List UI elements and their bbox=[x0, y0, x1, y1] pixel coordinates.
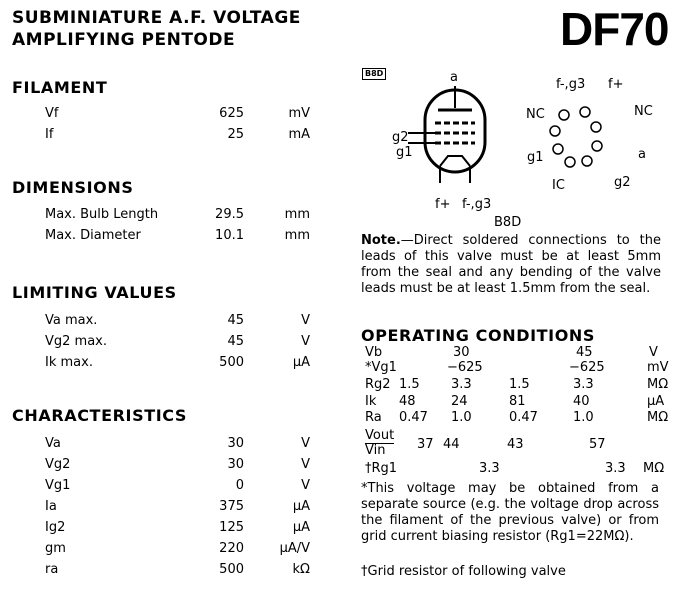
operating-row-label: *Vg1 bbox=[365, 360, 397, 375]
operating-cell: 1.5 bbox=[509, 377, 530, 392]
characteristics-row bbox=[0, 478, 312, 499]
operating-cell: MΩ bbox=[647, 377, 669, 392]
dimensions-row bbox=[0, 207, 312, 228]
limiting-row-unit: V bbox=[301, 313, 310, 328]
dimensions-row-unit: mm bbox=[284, 228, 310, 243]
pin-ic: IC bbox=[552, 178, 565, 193]
limiting-row bbox=[0, 355, 312, 376]
operating-cell: MΩ bbox=[643, 461, 665, 476]
operating-cell: −625 bbox=[569, 360, 605, 375]
filament-row-label: If bbox=[45, 127, 54, 142]
operating-cell: 0.47 bbox=[399, 410, 428, 425]
pin-nc-left: NC bbox=[526, 107, 545, 122]
characteristics-row-label: Vg2 bbox=[45, 457, 71, 472]
characteristics-row-value: 30 bbox=[227, 436, 244, 451]
operating-cell: 40 bbox=[573, 394, 590, 409]
title-line-2: AMPLIFYING PENTODE bbox=[12, 30, 236, 50]
operating-cell: 1.5 bbox=[399, 377, 420, 392]
operating-cell: 3.3 bbox=[605, 461, 626, 476]
dimensions-row-unit: mm bbox=[284, 207, 310, 222]
characteristics-row-value: 30 bbox=[227, 457, 244, 472]
operating-cell: 57 bbox=[589, 437, 606, 452]
characteristics-row bbox=[0, 541, 312, 562]
pin-g1: g1 bbox=[527, 150, 544, 165]
operating-cell: 37 bbox=[417, 437, 434, 452]
operating-row-label: †Rg1 bbox=[365, 461, 398, 476]
operating-cell: 3.3 bbox=[479, 461, 500, 476]
operating-cell: MΩ bbox=[647, 410, 669, 425]
operating-cell: 48 bbox=[399, 394, 416, 409]
pin-nc-right: NC bbox=[634, 104, 653, 119]
dimensions-row bbox=[0, 228, 312, 249]
characteristics-row bbox=[0, 499, 312, 520]
operating-cell: 30 bbox=[453, 345, 470, 360]
tube-label-a: a bbox=[450, 70, 458, 85]
tube-label-fplus: f+ bbox=[435, 197, 451, 212]
operating-heading: OPERATING CONDITIONS bbox=[361, 326, 596, 345]
characteristics-heading: CHARACTERISTICS bbox=[12, 406, 188, 425]
operating-row-label: Ra bbox=[365, 410, 382, 425]
filament-row bbox=[0, 106, 312, 127]
operating-cell: V bbox=[649, 345, 658, 360]
characteristics-row-value: 375 bbox=[219, 499, 244, 514]
characteristics-row-value: 220 bbox=[219, 541, 244, 556]
characteristics-row-label: Vg1 bbox=[45, 478, 71, 493]
limiting-row bbox=[0, 334, 312, 355]
operating-cell: µA bbox=[647, 394, 665, 409]
operating-cell: 1.0 bbox=[573, 410, 594, 425]
pin-layout bbox=[548, 105, 608, 175]
limiting-row-unit: V bbox=[301, 334, 310, 349]
operating-cell: 1.0 bbox=[451, 410, 472, 425]
characteristics-row-unit: µA bbox=[292, 520, 310, 535]
filament-row-label: Vf bbox=[45, 106, 59, 121]
tube-label-g1: g1 bbox=[396, 145, 413, 160]
limiting-row-value: 45 bbox=[227, 313, 244, 328]
operating-cell: mV bbox=[647, 360, 669, 375]
operating-cell: 3.3 bbox=[573, 377, 594, 392]
filament-row bbox=[0, 127, 312, 148]
dimensions-row-value: 29.5 bbox=[215, 207, 244, 222]
operating-row-label: Rg2 bbox=[365, 377, 391, 392]
limiting-row-label: Vg2 max. bbox=[45, 334, 108, 349]
filament-row-value: 25 bbox=[227, 127, 244, 142]
dimensions-heading: DIMENSIONS bbox=[12, 178, 134, 197]
characteristics-row-unit: kΩ bbox=[292, 562, 310, 577]
operating-cell: 44 bbox=[443, 437, 460, 452]
note-label: Note. bbox=[361, 233, 401, 248]
operating-cell: −625 bbox=[447, 360, 483, 375]
filament-heading: FILAMENT bbox=[12, 78, 108, 97]
filament-row-unit: mA bbox=[288, 127, 310, 142]
operating-cell: 3.3 bbox=[451, 377, 472, 392]
operating-cell: 0.47 bbox=[509, 410, 538, 425]
operating-cell: 45 bbox=[576, 345, 593, 360]
characteristics-row-unit: µA/V bbox=[279, 541, 310, 556]
note-text: —Direct soldered connections to the leads of this valve must be at least 5mm from the seal and any bending of the valve leads must be at least 1.5mm from the seal. bbox=[361, 233, 661, 296]
pin-g2: g2 bbox=[614, 175, 631, 190]
operating-row-label: Ik bbox=[365, 394, 377, 409]
limiting-row-unit: µA bbox=[292, 355, 310, 370]
limiting-row-value: 45 bbox=[227, 334, 244, 349]
pin-top-right: f+ bbox=[608, 77, 624, 92]
note-paragraph bbox=[361, 233, 661, 297]
base-label: B8D bbox=[494, 215, 522, 230]
characteristics-row-unit: V bbox=[301, 478, 310, 493]
characteristics-row-label: gm bbox=[45, 541, 66, 556]
characteristics-row-label: Ig2 bbox=[45, 520, 66, 535]
characteristics-row-unit: µA bbox=[292, 499, 310, 514]
valve-type: DF70 bbox=[560, 3, 669, 55]
dimensions-row-value: 10.1 bbox=[215, 228, 244, 243]
code-box: B8D bbox=[362, 68, 386, 80]
footnote-1: *This voltage may be obtained from a separate source (e.g. the voltage drop across the filament of the previous valve) or from grid current biasing resistor (Rg1=22MΩ). bbox=[361, 481, 659, 544]
characteristics-row-label: ra bbox=[45, 562, 59, 577]
characteristics-row bbox=[0, 457, 312, 478]
tube-label-g2: g2 bbox=[392, 130, 409, 145]
limiting-row bbox=[0, 313, 312, 334]
tube-label-fminus: f-,g3 bbox=[462, 197, 492, 212]
limiting-row-value: 500 bbox=[219, 355, 244, 370]
limiting-row-label: Ik max. bbox=[45, 355, 93, 370]
footnote-2: †Grid resistor of following valve bbox=[361, 564, 566, 579]
characteristics-row bbox=[0, 562, 312, 583]
pin-top-left: f-,g3 bbox=[556, 77, 586, 92]
operating-row-label: Vout Vin bbox=[365, 428, 395, 458]
characteristics-row-value: 125 bbox=[219, 520, 244, 535]
characteristics-row-value: 500 bbox=[219, 562, 244, 577]
filament-row-value: 625 bbox=[219, 106, 244, 121]
operating-cell: 24 bbox=[451, 394, 468, 409]
characteristics-row-unit: V bbox=[301, 457, 310, 472]
operating-cell: 43 bbox=[507, 437, 524, 452]
characteristics-row bbox=[0, 436, 312, 457]
limiting-row-label: Va max. bbox=[45, 313, 98, 328]
characteristics-row bbox=[0, 520, 312, 541]
limiting-heading: LIMITING VALUES bbox=[12, 283, 177, 302]
filament-row-unit: mV bbox=[288, 106, 310, 121]
characteristics-row-value: 0 bbox=[235, 478, 244, 493]
characteristics-row-unit: V bbox=[301, 436, 310, 451]
operating-cell: 81 bbox=[509, 394, 526, 409]
pin-a: a bbox=[638, 147, 646, 162]
title-line-1: SUBMINIATURE A.F. VOLTAGE bbox=[12, 8, 301, 28]
characteristics-row-label: Va bbox=[45, 436, 61, 451]
operating-row-label: Vb bbox=[365, 345, 383, 360]
dimensions-row-label: Max. Bulb Length bbox=[45, 207, 159, 222]
operating-table bbox=[361, 345, 669, 485]
characteristics-row-label: Ia bbox=[45, 499, 57, 514]
dimensions-row-label: Max. Diameter bbox=[45, 228, 141, 243]
